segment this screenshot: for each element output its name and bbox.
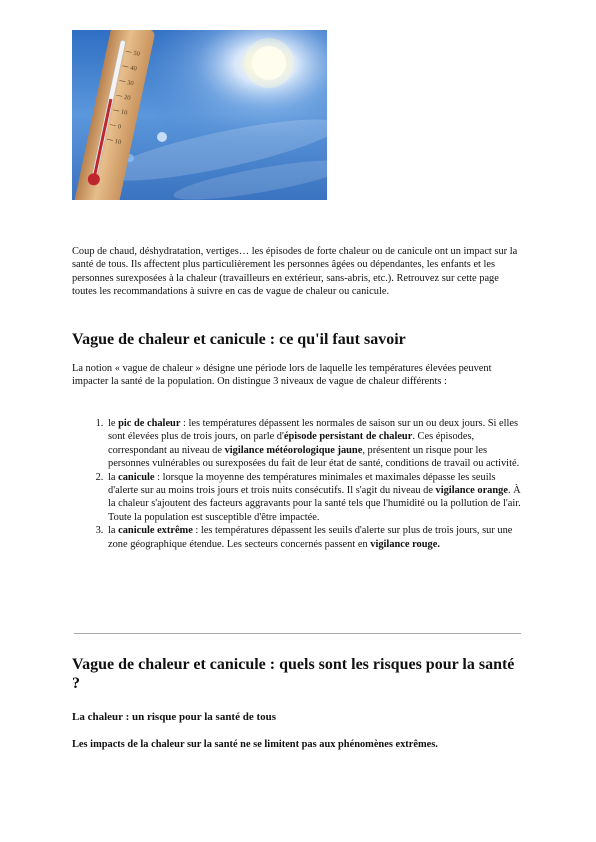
heatwave-thermometer-image <box>72 30 327 200</box>
list-item-pic-de-chaleur: 1. le pic de chaleur : les températures dépassent les normales de saison sur un ou deux jours. Si elles sont élevées plus de trois jours, on parle d'épisode persistant de chaleur. Ces épisodes, correspondant au niveau de vigilance météorologique jaune, présentent un risque pour les personnes vulnérables ou surexposées du fait de leur état de santé, conditions de travail ou activité. <box>106 417 524 471</box>
section-title-risques: Vague de chaleur et canicule : quels sont les risques pour la santé ? <box>72 656 515 692</box>
section-title-savoir: Vague de chaleur et canicule : ce qu'il faut savoir <box>72 331 406 348</box>
list-item-canicule-extreme: 3. la canicule extrême : les températures dépassent les seuils d'alerte sur plus de trois jours, sur une zone géographique étendue. Les secteurs concernés passent en vigilance rouge. <box>106 524 524 551</box>
intro-paragraph: Coup de chaud, déshydratation, vertiges… les épisodes de forte chaleur ou de canicule ont un impact sur la santé de tous. Ils affectent plus particulièrement les personnes âgées ou dépendantes, les enfants et les personnes surexposées à la chaleur (travailleurs en extérieur, sans-abris, etc.). Retrouvez sur cette page toutes les recommandations à suivre en cas de vague de chaleur ou canicule. <box>72 246 518 298</box>
list-item-canicule: 2. la canicule : lorsque la moyenne des températures minimales et maximales dépasse les seuils d'alerte sur au moins trois jours et trois nuits consécutifs. Il s'agit du niveau de vigilance orange. À la chaleur s'ajoutent des facteurs aggravants pour la santé tels que l'humidité ou la pollution de l'air. Toute la population est susceptible d'être impactée. <box>106 471 524 525</box>
thermometer-mark: 50 <box>132 49 141 59</box>
heatwave-levels-list <box>72 417 524 551</box>
thermometer-mark: 10 <box>113 137 122 147</box>
horizontal-divider <box>74 633 521 634</box>
thermometer-mark: 30 <box>126 79 135 88</box>
thermometer-mark: 20 <box>123 93 132 103</box>
thermometer-mark: 0 <box>117 123 122 131</box>
thermometer-mark: 40 <box>129 64 138 73</box>
heatwave-definition-paragraph: La notion « vague de chaleur » désigne une période lors de laquelle les températures élevées peuvent impacter la santé de la population. On distingue 3 niveaux de vague de chaleur différents : <box>72 363 492 388</box>
thermometer-mark: 10 <box>120 108 129 117</box>
thermometer-sun-illustration <box>72 30 327 200</box>
impacts-paragraph: Les impacts de la chaleur sur la santé ne se limitent pas aux phénomènes extrêmes. <box>72 739 438 750</box>
subsection-title: La chaleur : un risque pour la santé de tous <box>72 711 277 723</box>
